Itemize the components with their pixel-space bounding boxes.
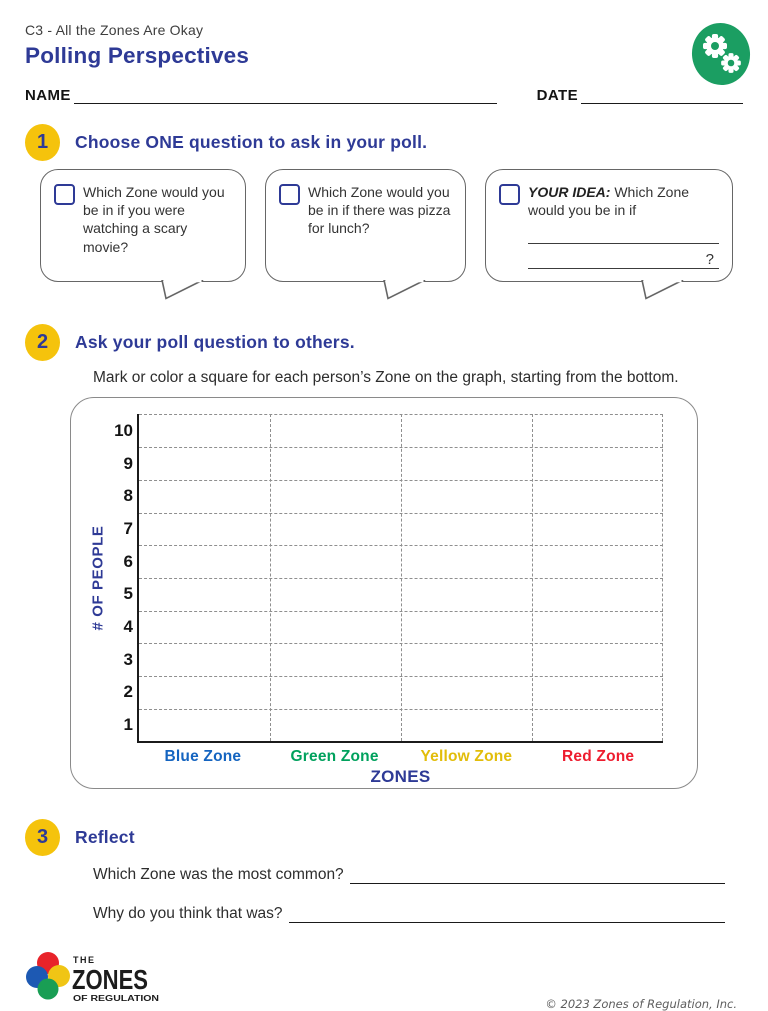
question-bubble-scary-movie <box>40 169 246 282</box>
y-tick: 10 <box>114 420 133 440</box>
reflect-question-1 <box>93 866 725 884</box>
date-label: DATE <box>536 87 578 104</box>
section-3-header <box>25 819 743 856</box>
date-input-line[interactable] <box>581 90 743 104</box>
logo-the-text: THE <box>73 955 96 966</box>
y-axis-ticks <box>103 414 133 741</box>
polling-graph-panel <box>70 397 698 789</box>
speech-tail <box>381 280 429 300</box>
reflect-answer-line-1[interactable] <box>350 870 725 884</box>
reflect-answer-line-2[interactable] <box>289 909 725 923</box>
grid-column-line <box>662 414 663 741</box>
x-axis-label: ZONES <box>370 767 431 787</box>
name-input-line[interactable] <box>74 90 497 104</box>
question-3-body: Which Zone would you be in if <box>528 184 690 219</box>
idea-write-in-line-2[interactable]: ? <box>528 244 719 269</box>
lesson-code: C3 - All the Zones Are Okay <box>25 22 204 38</box>
section-2-instructions: Mark or color a square for each person’s Zone on the graph, starting from the bottom. <box>93 369 679 386</box>
section-2-header <box>25 324 743 361</box>
step-1-badge: 1 <box>25 124 60 161</box>
zone-label-red-zone: Red Zone <box>562 748 635 766</box>
question-2-text: Which Zone would you be in if there was pizza for lunch? <box>308 184 451 237</box>
gears-icon <box>690 20 754 88</box>
reflect-question-2 <box>93 905 725 923</box>
question-options <box>40 169 743 282</box>
your-idea-label: YOUR IDEA: <box>528 184 611 200</box>
section-3-title: Reflect <box>75 827 135 848</box>
page-footer <box>25 949 743 1011</box>
question-2-checkbox[interactable] <box>279 184 300 205</box>
name-date-row <box>25 87 743 104</box>
question-1-checkbox[interactable] <box>54 184 75 205</box>
y-tick: 4 <box>123 617 133 637</box>
step-3-badge: 3 <box>25 819 60 856</box>
y-tick: 3 <box>123 649 133 669</box>
idea-write-in-line-1[interactable] <box>528 230 719 244</box>
y-axis-label: # OF PEOPLE <box>89 525 107 631</box>
question-bubble-pizza <box>265 169 466 282</box>
y-tick: 2 <box>123 682 133 702</box>
copyright-text: © 2023 Zones of Regulation, Inc. <box>545 997 737 1011</box>
y-tick: 9 <box>123 453 133 473</box>
speech-tail <box>639 280 687 300</box>
question-1-text: Which Zone would you be in if you were watching a scary movie? <box>83 184 225 255</box>
question-3-text <box>528 183 719 269</box>
grid-column-line <box>532 414 533 741</box>
logo-zones-text: ZONES <box>72 964 148 996</box>
section-2-title: Ask your poll question to others. <box>75 332 355 352</box>
zone-label-yellow-zone: Yellow Zone <box>420 748 513 766</box>
reflect-question-1-text: Which Zone was the most common? <box>93 866 344 884</box>
question-bubble-your-idea <box>485 169 733 282</box>
zones-of-regulation-logo <box>25 949 175 1011</box>
section-1-header <box>25 124 743 161</box>
y-tick: 8 <box>123 486 133 506</box>
step-2-badge: 2 <box>25 324 60 361</box>
section-1-title: Choose ONE question to ask in your poll. <box>75 132 428 152</box>
y-tick: 5 <box>123 584 133 604</box>
y-tick: 6 <box>123 551 133 571</box>
y-tick: 7 <box>123 518 133 538</box>
tally-grid[interactable] <box>137 414 663 743</box>
question-3-checkbox[interactable] <box>499 184 520 205</box>
grid-column-line <box>401 414 402 741</box>
reflect-question-2-text: Why do you think that was? <box>93 905 283 923</box>
logo-of-regulation-text: OF REGULATION <box>73 994 160 1004</box>
grid-column-line <box>270 414 271 741</box>
name-label: NAME <box>25 87 71 104</box>
page-title: Polling Perspectives <box>25 43 250 68</box>
zone-label-blue-zone: Blue Zone <box>164 748 242 766</box>
y-tick: 1 <box>123 715 133 735</box>
date-group <box>537 87 743 104</box>
speech-tail <box>159 280 207 300</box>
zone-label-green-zone: Green Zone <box>290 748 379 766</box>
zone-category-labels <box>137 748 664 766</box>
